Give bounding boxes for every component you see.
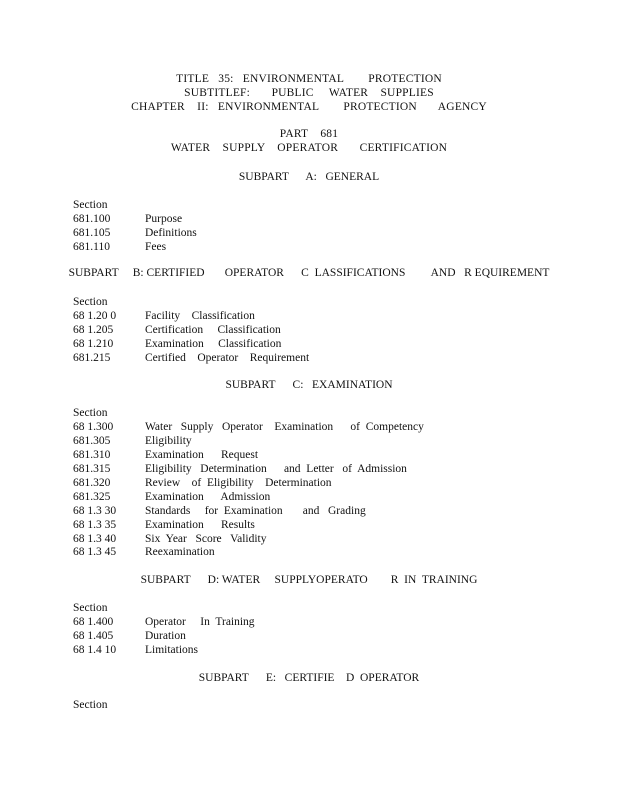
subpart-b-heading: SUBPART B: CERTIFIED OPERATOR C LASSIFICATIONS AND R EQUIREMENT [68, 267, 550, 279]
section-number: 68 1.3 35 [73, 519, 117, 531]
section-title: Examination Results [145, 519, 255, 531]
part-line: PART 681 [279, 128, 339, 140]
section-title: Examination Admission [145, 491, 271, 503]
section-title: Purpose [145, 213, 183, 225]
toc-row [73, 309, 553, 323]
section-number: 681.110 [73, 241, 110, 253]
toc-row [73, 240, 553, 254]
toc-row [73, 212, 553, 226]
subpart-c-heading: SUBPART C: EXAMINATION [225, 379, 393, 391]
toc-row [73, 532, 553, 546]
section-number: 681.325 [73, 491, 111, 503]
section-title: Eligibility Determination and Letter of Admission [145, 463, 407, 475]
section-title: Reexamination [145, 546, 215, 558]
section-number: 68 1.300 [73, 421, 114, 433]
section-number: 68 1.3 30 [73, 505, 117, 517]
subpart-e-section-label: Section [73, 699, 108, 711]
toc-row [73, 337, 553, 351]
toc-row [73, 351, 553, 365]
section-number: 681.105 [73, 227, 111, 239]
part-title-line: WATER SUPPLY OPERATOR CERTIFICATION [170, 142, 448, 154]
subpart-a-section-label: Section [73, 199, 108, 211]
toc-row [73, 226, 553, 240]
section-title: Certification Classification [145, 324, 281, 336]
section-title: Operator In Training [145, 616, 255, 628]
section-title: Examination Classification [145, 338, 282, 350]
section-title: Water Supply Operator Examination of Competency [145, 421, 424, 433]
toc-row [73, 615, 553, 629]
toc-row [73, 323, 553, 337]
toc-row [73, 420, 553, 434]
section-title: Fees [145, 241, 167, 253]
section-number: 681.315 [73, 463, 111, 475]
section-title: Standards for Examination and Grading [145, 505, 366, 517]
section-title: Facility Classification [145, 310, 255, 322]
toc-row [73, 504, 553, 518]
section-title: Duration [145, 630, 186, 642]
section-title: Examination Request [145, 449, 259, 461]
chapter-line: CHAPTER II: ENVIRONMENTAL PROTECTION AGENCY [131, 101, 487, 113]
section-number: 681.100 [73, 213, 111, 225]
section-title: Six Year Score Validity [145, 533, 267, 545]
toc-row [73, 448, 553, 462]
toc-row [73, 643, 553, 657]
toc-row [73, 476, 553, 490]
section-number: 68 1.20 0 [73, 310, 117, 322]
section-number: 68 1.400 [73, 616, 114, 628]
subpart-d-section-label: Section [73, 602, 108, 614]
subpart-a-heading: SUBPART A: GENERAL [238, 171, 380, 183]
subtitle-line: SUBTITLEF: PUBLIC WATER SUPPLIES [184, 87, 434, 99]
toc-row [73, 462, 553, 476]
toc-row [73, 629, 553, 643]
toc-row [73, 518, 553, 532]
section-number: 68 1.205 [73, 324, 114, 336]
section-number: 68 1.3 40 [73, 533, 117, 545]
section-title: Definitions [145, 227, 197, 239]
section-number: 68 1.4 10 [73, 644, 117, 656]
subpart-b-section-label: Section [73, 296, 108, 308]
section-number: 681.310 [73, 449, 111, 461]
toc-row [73, 545, 553, 559]
section-title: Certified Operator Requirement [145, 352, 310, 364]
section-number: 681.215 [73, 352, 111, 364]
section-number: 68 1.405 [73, 630, 114, 642]
subpart-c-section-label: Section [73, 407, 108, 419]
section-number: 68 1.3 45 [73, 546, 117, 558]
toc-row [73, 434, 553, 448]
section-number: 681.305 [73, 435, 111, 447]
subpart-e-heading: SUBPART E: CERTIFIE D OPERATOR [198, 672, 420, 684]
section-title: Limitations [145, 644, 199, 656]
section-title: Review of Eligibility Determination [145, 477, 332, 489]
section-number: 68 1.210 [73, 338, 114, 350]
toc-row [73, 490, 553, 504]
subpart-d-heading: SUBPART D: WATER SUPPLYOPERATO R IN TRAINING [140, 574, 478, 586]
section-number: 681.320 [73, 477, 111, 489]
section-title: Eligibility [145, 435, 192, 447]
title-line: TITLE 35: ENVIRONMENTAL PROTECTION [176, 73, 442, 85]
